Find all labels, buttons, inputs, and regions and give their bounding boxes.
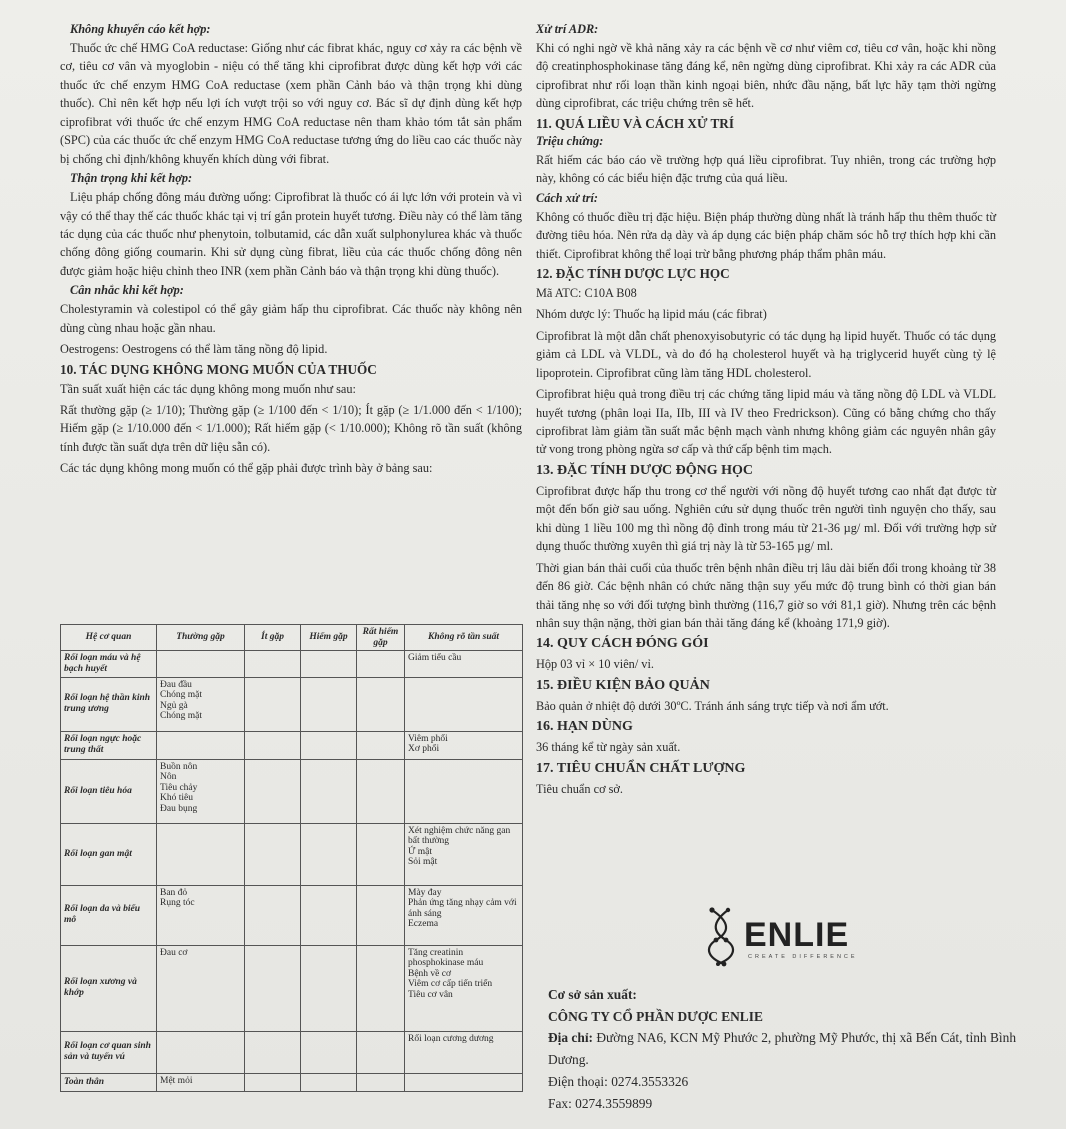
- empty-cell: [245, 759, 301, 823]
- common-cell: [157, 677, 245, 731]
- common-cell: [157, 945, 245, 1031]
- empty-cell: [301, 1073, 357, 1091]
- table-row: [61, 823, 523, 885]
- empty-cell: [245, 1031, 301, 1073]
- table-row: [61, 1031, 523, 1073]
- organ-cell: Rối loạn máu và hệ bạch huyết: [61, 651, 157, 677]
- paragraph-adr: Khi có nghi ngờ về khả năng xảy ra các bệnh về cơ như viêm cơ, tiêu cơ vân, hoặc khi nồng độ creatinphosphokinase tăng đáng kể, nên ngừng dùng ciprofibrat. Khi xảy ra các ADR của ciprofibrat như rối loạn thần kinh ngoại biên, nhức đầu nặng, bất lực hãy tạm thời ngừng dùng ciprofibrat, các triệu chứng trên sẽ hết.: [536, 41, 996, 111]
- paragraph-oestrogens: Oestrogens: Oestrogens có thể làm tăng nồng độ lipid.: [60, 342, 328, 357]
- table-row: [61, 651, 523, 677]
- empty-cell: [245, 945, 301, 1031]
- empty-cell: [357, 677, 405, 731]
- effect-item: Rối loạn cương dương: [408, 1033, 494, 1044]
- unknown-frequency-cell: [405, 823, 523, 885]
- table-row: [61, 1073, 523, 1091]
- logo-wordmark: ENLIE: [744, 916, 850, 954]
- paragraph-storage: Bảo quản ở nhiệt độ dưới 30ºC. Tránh ánh sáng trực tiếp và nơi ẩm ướt.: [536, 698, 889, 713]
- effect-item: Mày đay: [408, 887, 442, 898]
- unknown-frequency-cell: [405, 885, 523, 945]
- paragraph-pharmacodynamics-2: Ciprofibrat hiệu quả trong điều trị các chứng tăng lipid máu và tăng nồng độ LDL và VLDL huyết tương (phân loại IIa, IIb, III và IV theo Fredrickson). Cũng có bằng chứng cho thấy ciprofibrat làm giảm tần suất mắc bệnh mạch vành nhưng không giảm các nguyên nhân gây tử vong trong phòng ngừa sơ cấp và thứ cấp bệnh tim mạch.: [536, 387, 996, 457]
- section-12-heading: 12. ĐẶC TÍNH DƯỢC LỰC HỌC: [536, 265, 730, 281]
- empty-cell: [301, 731, 357, 759]
- empty-cell: [245, 651, 301, 677]
- paragraph-pharmacodynamics-1: Ciprofibrat là một dẫn chất phenoxyisobutyric có tác dụng hạ lipid huyết. Thuốc có tác dụng giảm cả LDL và VLDL, và do đó hạ cholesterol huyết và hạ triglycerid huyết cùng tỷ lệ lipoprotein. Ciprofibrat cũng làm tăng HDL cholesterol.: [536, 328, 996, 380]
- effect-item: Chóng mặt: [160, 711, 202, 722]
- paragraph-frequency-intro: Tần suất xuất hiện các tác dụng không mong muốn như sau:: [60, 381, 356, 396]
- organ-cell: Rối loạn cơ quan sinh sản và tuyến vú: [61, 1031, 157, 1073]
- unknown-frequency-cell: [405, 945, 523, 1031]
- table-header-row: [61, 625, 523, 651]
- section-14-heading: 14. QUY CÁCH ĐÓNG GÓI: [536, 636, 709, 652]
- paragraph-pharmacologic-group: Nhóm dược lý: Thuốc hạ lipid máu (các fibrat): [536, 307, 767, 322]
- table-header: Không rõ tần suất: [405, 625, 523, 651]
- section-11-heading: 11. QUÁ LIỀU VÀ CÁCH XỬ TRÍ: [536, 115, 734, 131]
- empty-cell: [301, 823, 357, 885]
- heading-symptoms: Triệu chứng:: [536, 133, 604, 148]
- organ-cell: Toàn thân: [61, 1073, 157, 1091]
- paragraph-cholestyramin: Cholestyramin và colestipol có thể gây giảm hấp thu ciprofibrat. Các thuốc này không nên dùng cùng nhau hoặc gần nhau.: [60, 302, 522, 335]
- effect-item: Viêm cơ cấp tiến triển: [408, 979, 493, 990]
- table-row: [61, 677, 523, 731]
- manufacturer-block: [548, 984, 1038, 1114]
- effect-item: Sỏi mật: [408, 857, 438, 868]
- adverse-effects-table: [60, 624, 523, 1092]
- unknown-frequency-cell: [405, 1073, 523, 1091]
- unknown-frequency-cell: [405, 1031, 523, 1073]
- unknown-frequency-cell: [405, 731, 523, 759]
- effect-item: Chóng mặt: [160, 690, 202, 701]
- effect-item: Phản ứng tăng nhạy cảm với ánh sáng: [408, 898, 517, 919]
- effect-item: Đau bụng: [160, 804, 198, 814]
- heading-caution-combination: Thận trọng khi kết hợp:: [70, 171, 193, 186]
- empty-cell: [245, 885, 301, 945]
- unknown-frequency-cell: [405, 651, 523, 677]
- empty-cell: [301, 1031, 357, 1073]
- paragraph-shelf-life: 36 tháng kể từ ngày sản xuất.: [536, 740, 681, 755]
- unknown-frequency-cell: [405, 759, 523, 823]
- organ-cell: Rối loạn da và biểu mô: [61, 885, 157, 945]
- section-10-heading: 10. TÁC DỤNG KHÔNG MONG MUỐN CỦA THUỐC: [60, 361, 377, 377]
- table-row: [61, 885, 523, 945]
- effect-item: Mệt mỏi: [160, 1075, 193, 1086]
- empty-cell: [357, 885, 405, 945]
- common-cell: [157, 823, 245, 885]
- manufacturer-address: [548, 1027, 1038, 1070]
- effect-item: Tiêu chảy: [160, 782, 198, 793]
- effect-item: Tăng creatinin phosphokinase máu: [408, 947, 484, 969]
- effect-item: Đau đầu: [160, 679, 192, 690]
- heading-consider-combination: Cân nhắc khi kết hợp:: [70, 283, 184, 298]
- empty-cell: [301, 945, 357, 1031]
- effect-item: Xơ phổi: [408, 744, 440, 755]
- section-13-heading: 13. ĐẶC TÍNH DƯỢC ĐỘNG HỌC: [536, 462, 754, 478]
- paragraph-quality-standard: Tiêu chuẩn cơ sở.: [536, 781, 624, 796]
- empty-cell: [357, 759, 405, 823]
- left-column: [60, 20, 522, 481]
- table-row: [61, 945, 523, 1031]
- effect-item: Đau cơ: [160, 947, 188, 958]
- paragraph-frequency: Rất thường gặp (≥ 1/10); Thường gặp (≥ 1/100 đến < 1/10); Ít gặp (≥ 1/1.000 đến < 1/100); Hiếm gặp (≥ 1/10.000 đến < 1/1.000); Rất hiếm gặp (< 1/10.000); Không rõ tần suất (không tính được tần suất dựa trên dữ liệu sẵn có).: [60, 403, 522, 454]
- empty-cell: [357, 1073, 405, 1091]
- effect-item: Nôn: [160, 772, 177, 783]
- empty-cell: [301, 759, 357, 823]
- table-header: Hiếm gặp: [301, 625, 357, 651]
- effect-item: Xét nghiệm chức năng gan bất thường: [408, 825, 511, 847]
- common-cell: [157, 885, 245, 945]
- empty-cell: [301, 885, 357, 945]
- manufacturer-fax: Fax: 0274.3559899: [548, 1095, 653, 1111]
- organ-cell: Rối loạn hệ thần kinh trung ương: [61, 677, 157, 731]
- organ-cell: Rối loạn xương và khớp: [61, 945, 157, 1031]
- unknown-frequency-cell: [405, 677, 523, 731]
- section-16-heading: 16. HẠN DÙNG: [536, 719, 633, 735]
- manufacturer-label: Cơ sở sản xuất:: [548, 987, 637, 1002]
- paragraph-table-intro: Các tác dụng không mong muốn có thể gặp phải được trình bày ở bảng sau:: [60, 461, 433, 476]
- paragraph-packaging: Hộp 03 vỉ × 10 viên/ vỉ.: [536, 657, 654, 672]
- empty-cell: [245, 731, 301, 759]
- paragraph-atc: Mã ATC: C10A B08: [536, 285, 637, 300]
- manufacturer-phone: Điện thoại: 0274.3553326: [548, 1073, 689, 1089]
- section-17-heading: 17. TIÊU CHUẨN CHẤT LƯỢNG: [536, 760, 746, 776]
- effect-item: Ngủ gà: [160, 700, 188, 711]
- empty-cell: [357, 651, 405, 677]
- address-label: Địa chỉ:: [548, 1030, 594, 1046]
- dna-helix-icon: [704, 906, 744, 968]
- effect-item: Buồn nôn: [160, 761, 198, 772]
- effect-item: Eczema: [408, 919, 439, 930]
- paragraph-symptoms: Rất hiếm các báo cáo về trường hợp quá liều ciprofibrat. Tuy nhiên, trong các trường hợp này, không có các biểu hiện đặc trưng của quá liều.: [536, 152, 996, 186]
- heading-adr-management: Xử trí ADR:: [536, 22, 599, 36]
- table-row: [61, 759, 523, 823]
- logo-tagline: CREATE DIFFERENCE: [748, 954, 858, 960]
- right-column: [536, 20, 996, 801]
- common-cell: [157, 1073, 245, 1091]
- common-cell: [157, 759, 245, 823]
- paragraph-hmg: Thuốc ức chế HMG CoA reductase: Giống như các fibrat khác, nguy cơ xảy ra các bệnh về cơ, tiêu cơ vân và myoglobin - niệu có thể tăng khi ciprofibrat được dùng kết hợp với các thuốc ức chế enzym HMG CoA reductase (xem phần Cảnh báo và thận trọng khi dùng thuốc). Chỉ nên kết hợp nếu lợi ích vượt trội so với nguy cơ. Bác sĩ dự định dùng kết hợp ciprofibrat với thuốc ức chế enzym HMG CoA reductase nên tham khảo tóm tắt sản phẩm (SPC) của các thuốc ức chế enzym HMG CoA reductase tương ứng do liều cao các thuốc này bị chống chỉ định/không khuyến khích dùng với fibrat.: [60, 41, 522, 166]
- empty-cell: [357, 823, 405, 885]
- heading-not-recommended: Không khuyến cáo kết hợp:: [70, 22, 211, 36]
- effect-item: Ứ mật: [408, 846, 432, 857]
- empty-cell: [245, 823, 301, 885]
- paragraph-pharmacokinetics-2: Thời gian bán thải cuối của thuốc trên bệnh nhân điều trị lâu dài biến đổi trong khoảng từ 38 đến 86 giờ. Các bệnh nhân có chức năng thận suy yếu mức độ trung bình có thời gian bán thải tăng nhẹ so với đối tượng bình thường (116,7 giờ so với 81,1 giờ). Nhưng trên các bệnh nhân suy thận nặng, thời gian bán thải tăng đáng kể (khoảng 171,9 giờ).: [536, 560, 996, 630]
- common-cell: [157, 731, 245, 759]
- table-header: Hệ cơ quan: [61, 625, 157, 651]
- effect-item: Ban đỏ: [160, 887, 188, 898]
- common-cell: [157, 651, 245, 677]
- table-header: Rất hiếm gặp: [357, 625, 405, 651]
- effect-item: Rụng tóc: [160, 898, 195, 909]
- empty-cell: [357, 1031, 405, 1073]
- enlie-logo: [704, 906, 884, 968]
- empty-cell: [245, 677, 301, 731]
- address-value: Đường NA6, KCN Mỹ Phước 2, phường Mỹ Phước, thị xã Bến Cát, tỉnh Bình Dương.: [548, 1030, 1017, 1068]
- manufacturer-company: CÔNG TY CỔ PHẦN DƯỢC ENLIE: [548, 1008, 763, 1024]
- paragraph-treatment: Không có thuốc điều trị đặc hiệu. Biện pháp thường dùng nhất là tránh hấp thu thêm thuốc từ đường tiêu hóa. Nên rửa dạ dày và áp dụng các biện pháp chăm sóc hỗ trợ thích hợp khi cần thiết. Ciprofibrat không thể loại trừ bằng phương pháp thẩm phân máu.: [536, 209, 996, 261]
- table-header: Ít gặp: [245, 625, 301, 651]
- paragraph-anticoagulant: Liệu pháp chống đông máu đường uống: Ciprofibrat là thuốc có ái lực lớn với protein và vì vậy có thể thay thế các thuốc khác tại vị trí gắn protein huyết tương. Điều này có thể làm tăng tác dụng của các thuốc như phenytoin, tolbutamid, các dẫn xuất sulphonylurea khác và thuốc chống đông giống coumarin. Khi sử dụng cùng fibrat, liều của các thuốc chống đông nên được giảm hoặc hiệu chỉnh theo INR (xem phần Cảnh báo và thận trọng khi dùng thuốc).: [60, 190, 522, 278]
- empty-cell: [357, 945, 405, 1031]
- empty-cell: [301, 677, 357, 731]
- effect-item: Tiêu cơ vân: [408, 990, 453, 1000]
- empty-cell: [357, 731, 405, 759]
- empty-cell: [245, 1073, 301, 1091]
- empty-cell: [301, 651, 357, 677]
- effect-item: Viêm phổi: [408, 733, 448, 744]
- effect-item: Giảm tiểu cầu: [408, 653, 462, 664]
- table-row: [61, 731, 523, 759]
- common-cell: [157, 1031, 245, 1073]
- heading-treatment: Cách xử trí:: [536, 190, 599, 205]
- effect-item: Bệnh về cơ: [408, 968, 452, 979]
- table-header: Thường gặp: [157, 625, 245, 651]
- effect-item: Khó tiêu: [160, 793, 193, 804]
- organ-cell: Rối loạn gan mật: [61, 823, 157, 885]
- organ-cell: Rối loạn tiêu hóa: [61, 759, 157, 823]
- paragraph-pharmacokinetics-1: Ciprofibrat được hấp thu trong cơ thể người với nồng độ huyết tương cao nhất đạt được từ một đến bốn giờ sau uống. Nghiên cứu sử dụng thuốc trên người tình nguyện cho thấy, sau khi dùng 1 liều 100 mg thì nồng độ đỉnh trong máu từ 21-36 µg/ ml. Đối với trường hợp sử dụng thuốc thường xuyên thì giá trị này là từ 53-165 µg/ ml.: [536, 483, 996, 554]
- organ-cell: Rối loạn ngực hoặc trung thất: [61, 731, 157, 759]
- section-15-heading: 15. ĐIỀU KIỆN BẢO QUẢN: [536, 677, 710, 693]
